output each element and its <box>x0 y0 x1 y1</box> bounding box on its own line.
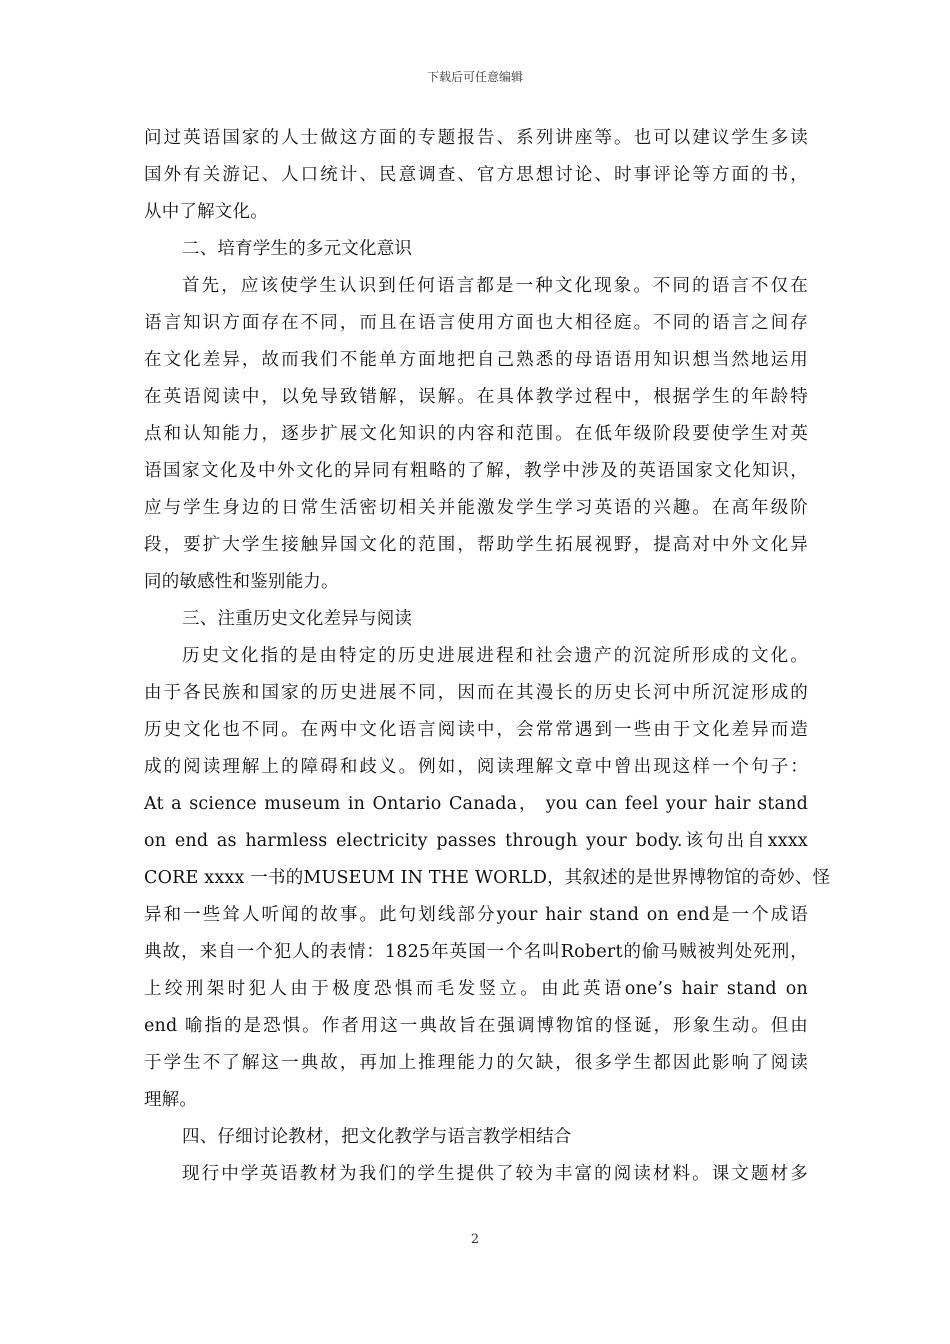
text-line: end 喻指的是恐惧。作者用这一典故旨在强调博物馆的怪诞，形象生动。但由 <box>144 1016 808 1036</box>
page-header: 下载后可任意编辑 <box>426 70 523 84</box>
text-line: 从中了解文化。 <box>144 202 268 222</box>
text-line: CORE xxxx 一书的MUSEUM IN THE WORLD，其叙述的是世界博物馆的奇妙、怪 <box>144 868 831 888</box>
text-line: 段，要扩大学生接触异国文化的范围，帮助学生拓展视野，提高对中外文化异 <box>144 535 808 555</box>
section-heading: 三、注重历史文化差异与阅读 <box>182 609 413 629</box>
section-heading: 四、仔细讨论教材，把文化教学与语言教学相结合 <box>182 1127 572 1147</box>
text-line: 异和一些耸人听闻的故事。此句划线部分your hair stand on end是一个成语 <box>144 905 808 925</box>
text-line: 历史文化指的是由特定的历史进展进程和社会遗产的沉淀所形成的文化。 <box>182 646 808 666</box>
text-line: 成的阅读理解上的障碍和歧义。例如，阅读理解文章中曾出现这样一个句子： <box>144 757 808 777</box>
section-heading: 二、培育学生的多元文化意识 <box>182 239 413 259</box>
text-line: 于学生不了解这一典故，再加上推理能力的欠缺，很多学生都因此影响了阅读 <box>144 1053 808 1073</box>
text-line: 问过英语国家的人士做这方面的专题报告、系列讲座等。也可以建议学生多读 <box>144 128 808 148</box>
text-line: 理解。 <box>144 1090 198 1110</box>
text-line: 首先，应该使学生认识到任何语言都是一种文化现象。不同的语言不仅在 <box>182 276 808 296</box>
text-line: 语国家文化及中外文化的异同有粗略的了解，教学中涉及的英语国家文化知识， <box>144 461 808 481</box>
page-number: 2 <box>470 1232 480 1247</box>
text-line: 由于各民族和国家的历史进展不同，因而在其漫长的历史长河中所沉淀形成的 <box>144 683 808 703</box>
text-line: 同的敏感性和鉴别能力。 <box>144 572 339 592</box>
text-line: 在文化差异，故而我们不能单方面地把自己熟悉的母语语用知识想当然地运用 <box>144 350 808 370</box>
text-line: 上绞刑架时犯人由于极度恐惧而毛发竖立。由此英语one’s hair stand on <box>144 979 808 999</box>
text-line: 语言知识方面存在不同，而且在语言使用方面也大相径庭。不同的语言之间存 <box>144 313 808 333</box>
text-line: 历史文化也不同。在两中文化语言阅读中，会常常遇到一些由于文化差异而造 <box>144 720 808 740</box>
text-line: At a science museum in Ontario Canada， you can feel your hair stand <box>144 794 808 814</box>
text-line: 现行中学英语教材为我们的学生提供了较为丰富的阅读材料。课文题材多 <box>182 1164 808 1184</box>
text-line: 国外有关游记、人口统计、民意调查、官方思想讨论、时事评论等方面的书， <box>144 165 808 185</box>
document-body <box>144 120 831 1193</box>
text-line: 典故，来自一个犯人的表情：1825年英国一个名叫Robert的偷马贼被判处死刑， <box>144 942 808 962</box>
text-line: 应与学生身边的日常生活密切相关并能激发学生学习英语的兴趣。在高年级阶 <box>144 498 808 518</box>
text-line: 在英语阅读中，以免导致错解，误解。在具体教学过程中，根据学生的年龄特 <box>144 387 808 407</box>
text-line: 点和认知能力，逐步扩展文化知识的内容和范围。在低年级阶段要使学生对英 <box>144 424 808 444</box>
text-line: on end as harmless electricity passes through your body.该句出自xxxx <box>144 831 808 851</box>
